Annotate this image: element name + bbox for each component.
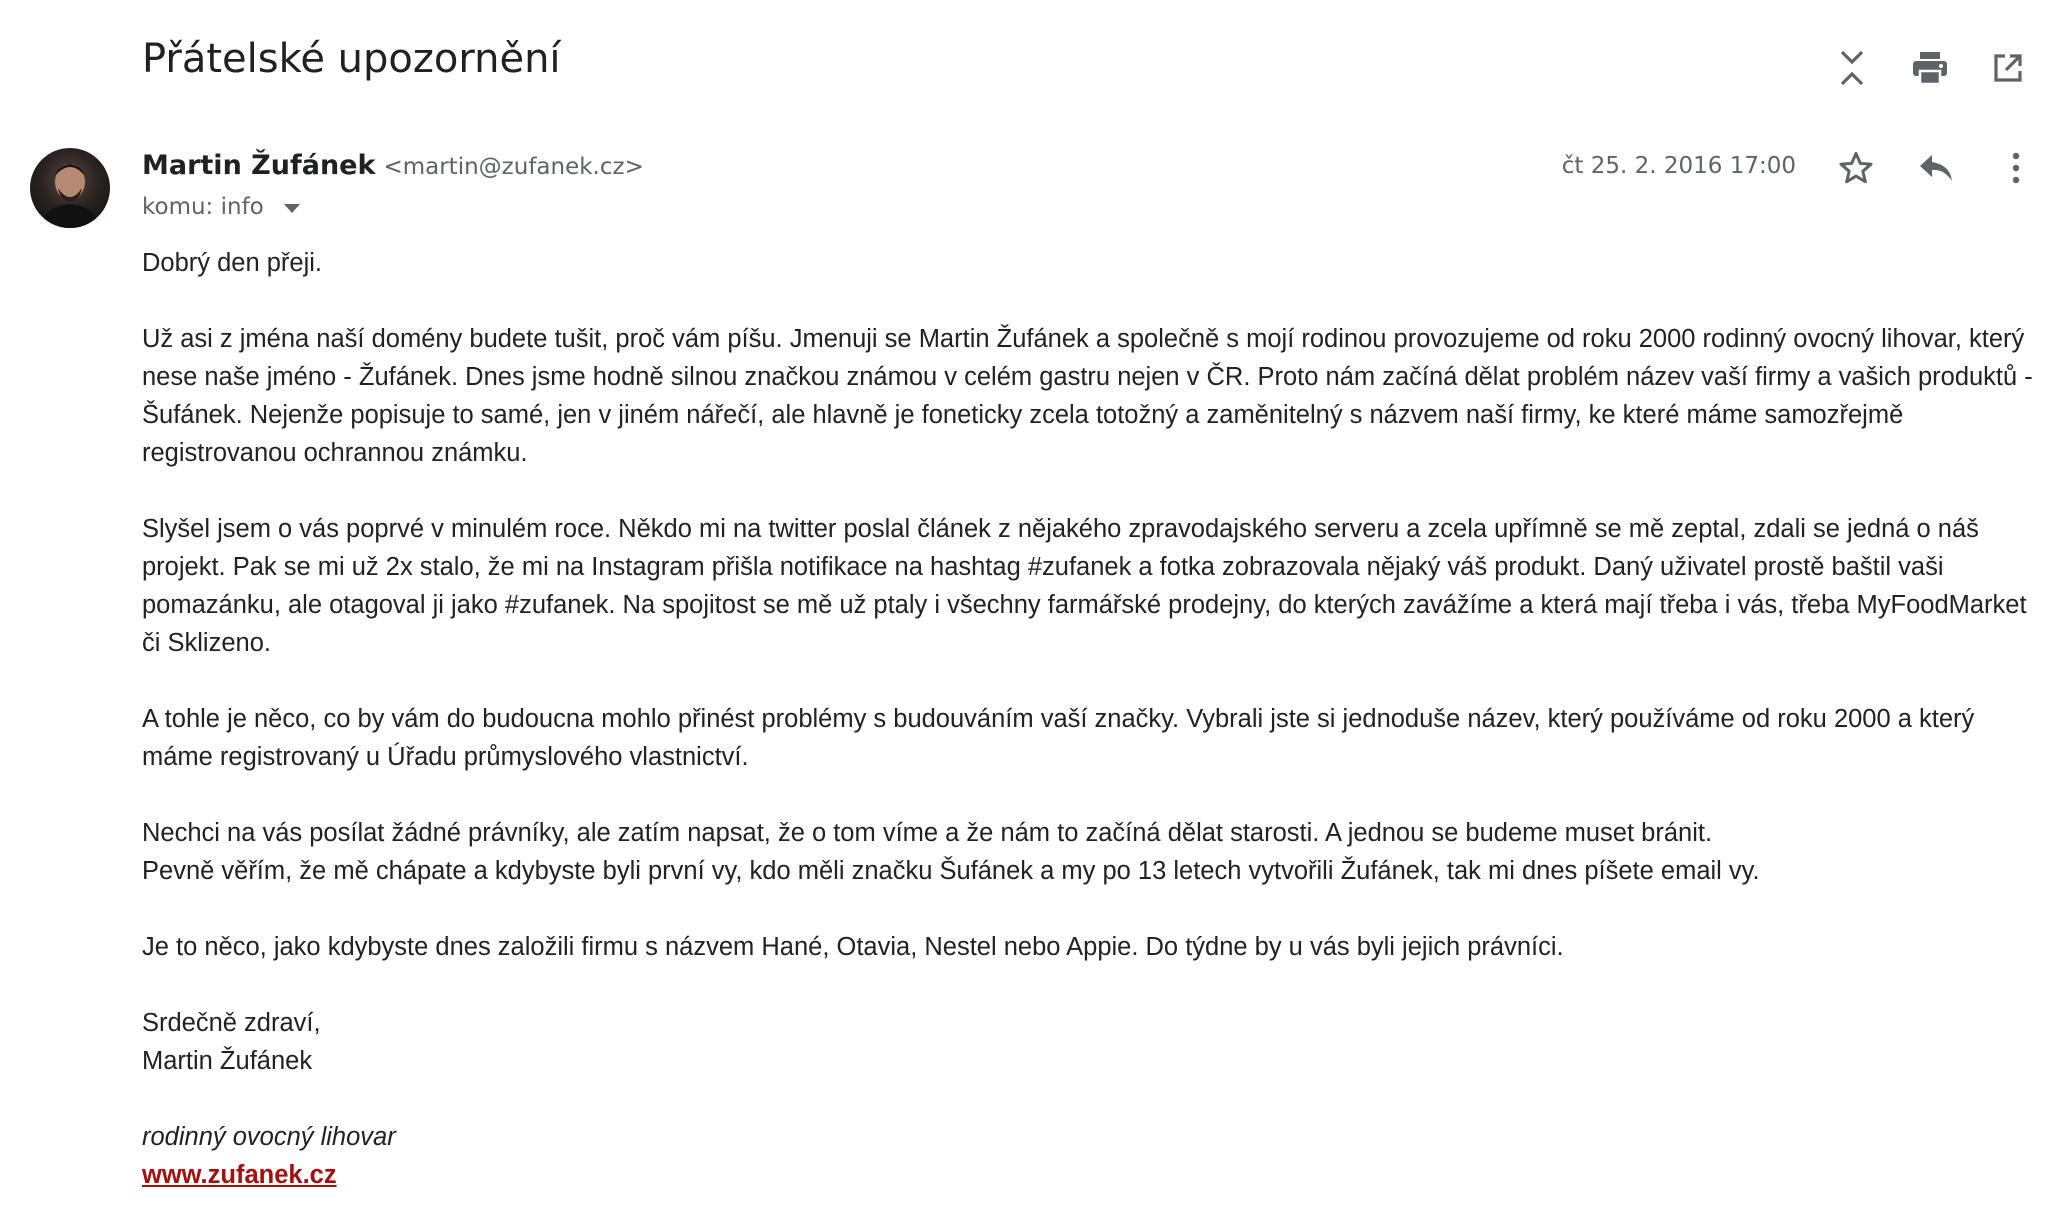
signature-website-link[interactable]: www.zufanek.cz [142, 1161, 337, 1189]
signature-name: Martin Žufánek [142, 1047, 313, 1075]
signature-tagline: rodinný ovocný lihovar [142, 1123, 396, 1151]
email-subject: Přátelské upozornění [142, 36, 561, 82]
recipients-label: komu: info [142, 194, 264, 220]
star-icon [1837, 149, 1875, 187]
collapse-all-button[interactable] [1824, 40, 1880, 96]
message-date: čt 25. 2. 2016 17:00 [1561, 153, 1796, 179]
open-in-new-window-button[interactable] [1980, 40, 2036, 96]
body-paragraph-5: Je to něco, jako kdybyste dnes založili firmu s názvem Hané, Otavia, Nestel nebo Appie. Do týdne by u vás byli jejich právníci. [142, 933, 1564, 961]
sender-line [142, 150, 644, 181]
body-paragraph-4a: Nechci na vás posílat žádné právníky, ale zatím napsat, že o tom víme a že nám to začíná dělat starosti. A jednou se budeme muset bránit. [142, 819, 1713, 847]
chevron-down-icon [284, 204, 300, 213]
body-paragraph-4b: Pevně věřím, že mě chápate a kdybyste byli první vy, kdo měli značku Šufánek a my po 13 letech vytvořili Žufánek, tak mi dnes píšete email vy. [142, 857, 1760, 885]
print-button[interactable] [1902, 40, 1958, 96]
body-paragraph-3: A tohle je něco, co by vám do budoucna mohlo přinést problémy s budouváním vaší značky. Vybrali jste si jednoduše název, který používáme od roku 2000 a který máme registrovaný u Úřadu průmyslového vlastnictví. [142, 705, 1975, 771]
body-greeting: Dobrý den přeji. [142, 249, 323, 277]
message-body [142, 244, 2042, 1194]
star-button[interactable] [1828, 140, 1884, 196]
print-icon [1911, 50, 1949, 86]
body-closing: Srdečně zdraví, [142, 1009, 321, 1037]
more-options-button[interactable] [1988, 140, 2044, 196]
sender-email: <martin@zufanek.cz> [383, 154, 644, 180]
body-paragraph-1: Už asi z jména naší domény budete tušit, proč vám píšu. Jmenuji se Martin Žufánek a společně s mojí rodinou provozujeme od roku 2000 rodinný ovocný lihovar, který nese naše jméno - Žufánek. Dnes jsme hodně silnou značkou známou v celém gastru nejen v ČR. Proto nám začíná dělat problém název vaší firmy a vašich produktů - Šufánek. Nejenže popisuje to samé, jen v jiném nářečí, ale hlavně je foneticky zcela totožný a zaměnitelný s názvem naší firmy, ke které máme samozřejmě registrovanou ochrannou známku. [142, 325, 2033, 467]
sender-name[interactable]: Martin Žufánek [142, 150, 376, 181]
avatar-photo [30, 148, 110, 228]
sender-avatar[interactable] [30, 148, 110, 228]
collapse-icon [1837, 48, 1867, 88]
more-vert-icon [2011, 152, 2021, 184]
recipients-toggle[interactable] [142, 194, 300, 220]
reply-button[interactable] [1908, 140, 1964, 196]
message-actions [1828, 140, 2044, 196]
thread-actions [1824, 40, 2036, 96]
reply-icon [1918, 153, 1954, 183]
body-paragraph-2: Slyšel jsem o vás poprvé v minulém roce. Někdo mi na twitter poslal článek z nějakého zpravodajského serveru a zcela upřímně se mě zeptal, zdali se jedná o náš projekt. Pak se mi už 2x stalo, že mi na Instagram přišla notifikace na hashtag #zufanek a fotka zobrazovala nějaký váš produkt. Daný uživatel prostě baštil vaši pomazánku, ale otagoval ji jako #zufanek. Na spojitost se mě už ptaly i všechny farmářské prodejny, do kterých zavážíme a která mají třeba i vás, třeba MyFoodMarket či Sklizeno. [142, 515, 2027, 657]
open-in-new-icon [1992, 52, 2024, 84]
